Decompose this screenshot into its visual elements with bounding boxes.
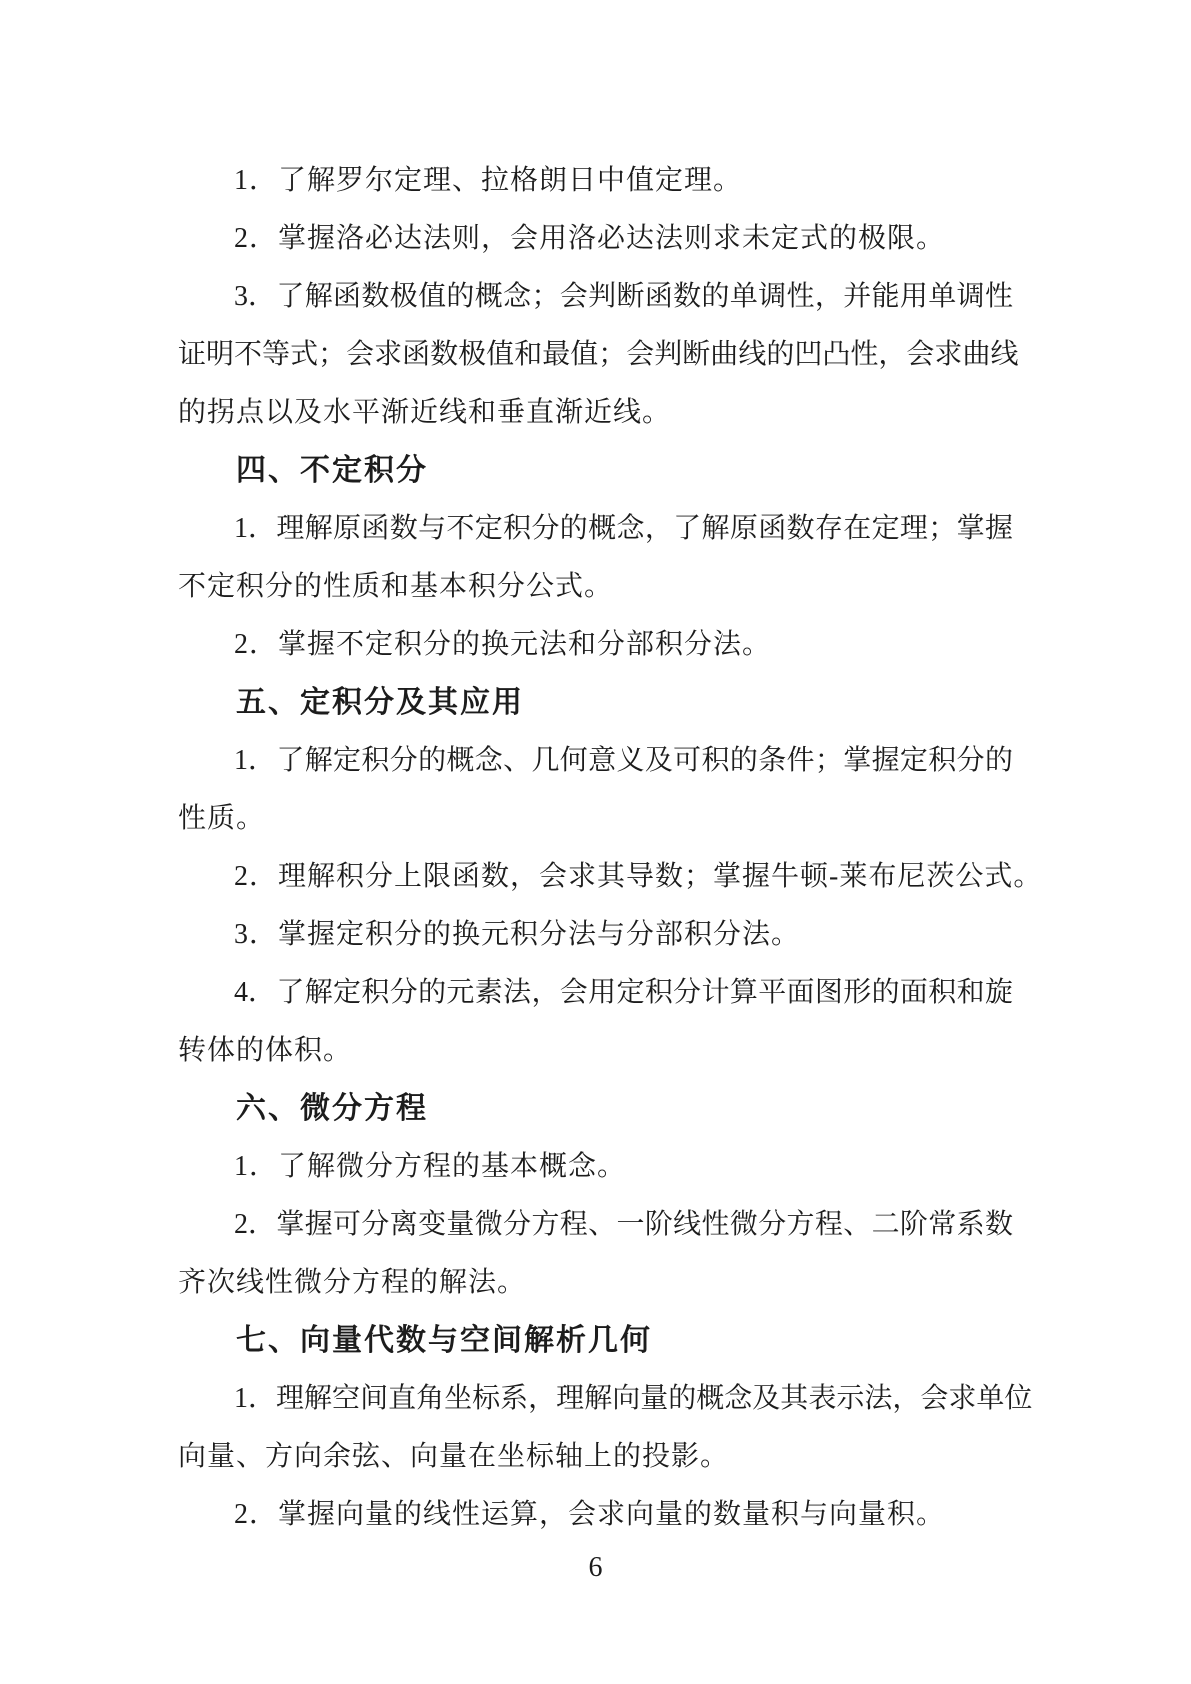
body-text-line: 1． 理 解 原 函 数 与 不 定 积 分 的 概 念 ， 了 解 原 函 数 存 在 定 理 ； 掌 握 [234, 513, 1013, 544]
body-text-line: 齐次线性微分方程的解法。 [178, 1267, 527, 1298]
body-text-line: 转体的体积。 [178, 1035, 353, 1066]
body-text-line: 1． 理 解 空 间 直 角 坐 标 系 ， 理 解 向 量 的 概 念 及 其 表 示 法 ， 会 求 单 位 [234, 1383, 1033, 1414]
body-text-line: 1．了解罗尔定理、拉格朗日中值定理。 [234, 165, 743, 196]
body-text-line: 向量、方向余弦、向量在坐标轴上的投影。 [178, 1441, 730, 1472]
body-text-line: 2．掌握向量的线性运算，会求向量的数量积与向量积。 [234, 1499, 946, 1530]
body-text-line: 3．掌握定积分的换元积分法与分部积分法。 [234, 919, 801, 950]
body-text-line: 2．掌握不定积分的换元法和分部积分法。 [234, 629, 772, 660]
body-text-line: 4． 了 解 定 积 分 的 元 素 法 ， 会 用 定 积 分 计 算 平 面 图 形 的 面 积 和 旋 [234, 977, 1013, 1008]
section-heading: 五、定积分及其应用 [236, 686, 524, 719]
body-text-line: 1． 了 解 定 积 分 的 概 念 、 几 何 意 义 及 可 积 的 条 件 ； 掌 握 定 积 分 的 [234, 745, 1013, 776]
body-text-line: 3． 了 解 函 数 极 值 的 概 念 ； 会 判 断 函 数 的 单 调 性 ， 并 能 用 单 调 性 [234, 281, 1013, 312]
page-number: 6 [588, 1552, 603, 1583]
body-text-line: 1．了解微分方程的基本概念。 [234, 1151, 627, 1182]
body-text-line: 证 明 不 等 式 ； 会 求 函 数 极 值 和 最 值 ； 会 判 断 曲 线 的 凹 凸 性 ， 会 求 曲 线 [178, 339, 1019, 370]
document-body [178, 152, 1043, 1544]
body-text-line: 不定积分的性质和基本积分公式。 [178, 571, 614, 602]
body-text-line: 2．掌握洛必达法则，会用洛必达法则求未定式的极限。 [234, 223, 946, 254]
section-heading: 四、不定积分 [236, 454, 428, 487]
body-text-line: 2．理解积分上限函数，会求其导数；掌握牛顿-莱布尼茨公式。 [234, 861, 1043, 892]
section-heading: 七、向量代数与空间解析几何 [236, 1324, 652, 1357]
body-text-line: 性质。 [178, 803, 266, 834]
section-heading: 六、微分方程 [236, 1092, 428, 1125]
body-text-line: 2． 掌 握 可 分 离 变 量 微 分 方 程 、 一 阶 线 性 微 分 方 程 、 二 阶 常 系 数 [234, 1209, 1013, 1240]
body-text-line: 的拐点以及水平渐近线和垂直渐近线。 [178, 397, 672, 428]
